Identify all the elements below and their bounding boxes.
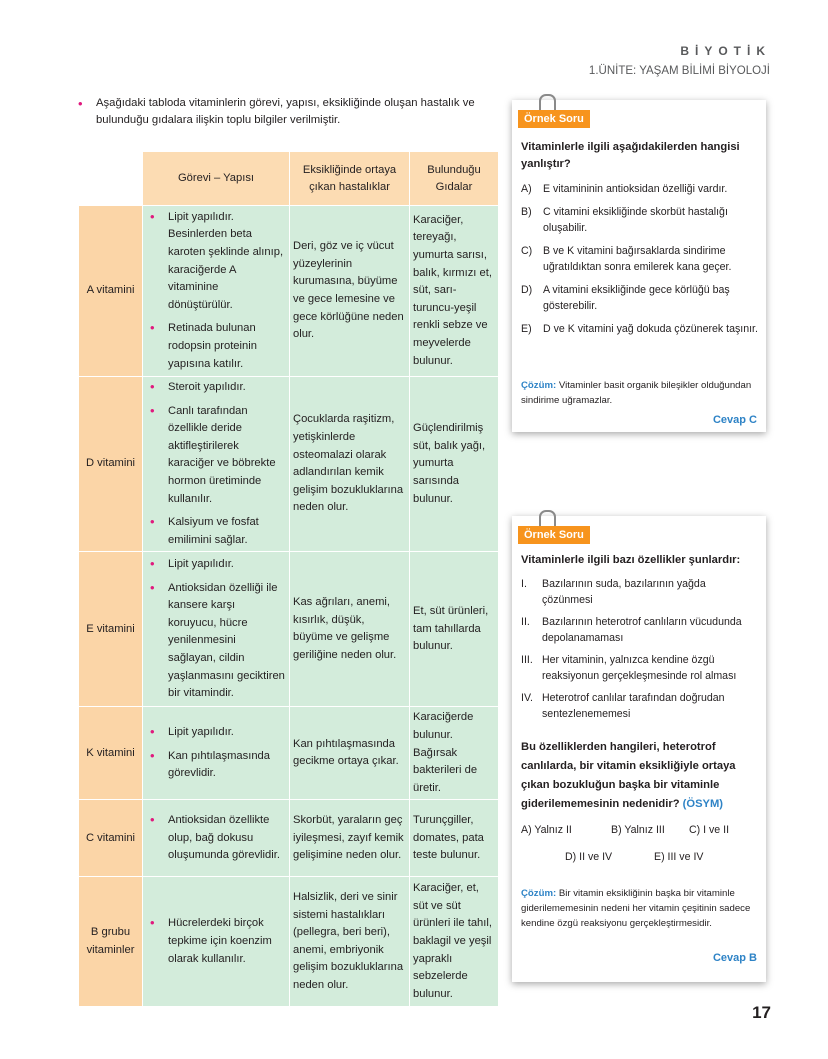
example-tag: Örnek Soru <box>518 110 590 128</box>
function-cell <box>143 552 290 707</box>
question2 <box>521 738 758 814</box>
choice: C) I ve II <box>689 824 730 836</box>
options-list <box>521 181 758 344</box>
statement-text: Bazılarının heterotrof canlıların vücudunda depolanamaması <box>542 616 742 644</box>
table-row <box>79 877 499 1007</box>
table-row <box>79 377 499 552</box>
function-cell <box>143 377 290 552</box>
vitamin-table <box>78 151 499 1007</box>
choice: E) III ve IV <box>654 851 704 863</box>
foods-cell: Güçlendirilmiş süt, balık yağı, yumurta sarısında bulunur. <box>410 377 499 552</box>
option-key: B) <box>521 206 532 218</box>
unit-title: 1.ÜNİTE: YAŞAM BİLİMİ BİYOLOJİ <box>588 65 770 77</box>
table-row <box>79 707 499 800</box>
intro-paragraph <box>78 95 503 129</box>
deficiency-cell: Kas ağrıları, anemi, kısırlık, düşük, büyüme ve gelişme geriliğine neden olur. <box>290 552 410 707</box>
intro-text: Aşağıdaki tabloda vitaminlerin görevi, yapısı, eksikliğinde oluşan hastalık ve bulunduğu gıdalara ilişkin toplu bilgiler verilmiştir. <box>96 97 475 126</box>
statement-list <box>521 576 758 728</box>
solution <box>521 378 758 408</box>
option-text: C vitamini eksikliğinde skorbüt hastalığı oluşabilir. <box>543 206 728 234</box>
option-text: A vitamini eksikliğinde gece körlüğü baş gösterebilir. <box>543 284 730 312</box>
vitamin-name: K vitamini <box>79 707 143 800</box>
function-item: • Lipit yapılıdır. Besinlerden beta karoten şeklinde alınıp, karaciğerde A vitaminine dönüştürülür. <box>147 209 286 315</box>
statement <box>521 690 758 722</box>
choice: D) II ve IV <box>565 851 613 863</box>
function-item: • Lipit yapılıdır. <box>147 724 286 742</box>
source-label: (ÖSYM) <box>682 798 724 810</box>
statement <box>521 652 758 684</box>
function-cell <box>143 206 290 377</box>
function-item: • Antioksidan özellikte olup, bağ dokusu oluşumunda görevlidir. <box>147 812 286 865</box>
function-cell <box>143 877 290 1007</box>
statement-key: III. <box>521 654 533 666</box>
statement-key: I. <box>521 578 527 590</box>
foods-cell: Karaciğer, et, süt ve süt ürünleri ile tahıl, baklagil ve yeşil yapraklı sebzelerde bulunur. <box>410 877 499 1007</box>
option-key: D) <box>521 284 533 296</box>
deficiency-cell: Deri, göz ve iç vücut yüzeylerinin kurumasına, büyüme ve gece lemesine ve gece körlüğüne neden olur. <box>290 206 410 377</box>
choice: A) Yalnız II <box>521 824 572 836</box>
function-item: • Lipit yapılıdır. <box>147 556 286 574</box>
example-tag: Örnek Soru <box>518 526 590 544</box>
col-header-deficiency: Eksikliğinde ortaya çıkan hastalıklar <box>290 152 410 206</box>
solution-text: Bir vitamin eksikliğinin başka bir vitaminle giderilememesinin nedeni her vitamin çeşitinin sadece kendine özgü reaksiyonu gerçekleştirmesidir. <box>521 888 751 929</box>
table-header-row <box>79 152 499 206</box>
function-item: • Kan pıhtılaşmasında görevlidir. <box>147 748 286 783</box>
solution-text: Vitaminler basit organik bileşikler olduğundan sindirime uğramazlar. <box>521 380 752 406</box>
table-corner <box>79 152 143 206</box>
option-text: D ve K vitamini yağ dokuda çözünerek taşınır. <box>543 323 758 335</box>
option <box>521 204 758 236</box>
example-question-card-1 <box>512 100 766 432</box>
vitamin-name: D vitamini <box>79 377 143 552</box>
answer: Cevap B <box>712 952 757 964</box>
col-header-foods: Bulunduğu Gıdalar <box>410 152 499 206</box>
foods-cell: Et, süt ürünleri, tam tahıllarda bulunur. <box>410 552 499 707</box>
table-row <box>79 206 499 377</box>
option <box>521 282 758 314</box>
statement <box>521 576 758 608</box>
function-item: • Steroit yapılıdır. <box>147 379 286 397</box>
question-text: Vitaminlerle ilgili bazı özellikler şunlardır: <box>521 554 741 566</box>
function-item: • Retinada bulunan rodopsin proteinin yapısına katılır. <box>147 320 286 373</box>
statement-text: Her vitaminin, yalnızca kendine özgü reaksiyonun gerçekleşmesinde rol alması <box>542 654 737 682</box>
bullet-icon: • <box>78 96 83 111</box>
function-item: • Antioksidan özelliği ile kansere karşı koruyucu, hücre yenilenmesini sağlayan, cildin yaşlanmasını geciktiren bir vitamindir. <box>147 580 286 703</box>
brand-title: BİYOTİK <box>680 44 771 58</box>
option <box>521 181 758 197</box>
statement-key: IV. <box>521 692 533 704</box>
foods-cell: Karaciğer, tereyağı, yumurta sarısı, balık, kırmızı et, süt, sarı-turuncu-yeşil renkli sebze ve meyvelerde bulunur. <box>410 206 499 377</box>
option <box>521 321 758 337</box>
vitamin-name: C vitamini <box>79 800 143 877</box>
deficiency-cell: Skorbüt, yaraların geç iyileşmesi, zayıf kemik gelişimine neden olur. <box>290 800 410 877</box>
deficiency-cell: Kan pıhtılaşmasında gecikme ortaya çıkar. <box>290 707 410 800</box>
solution <box>521 886 758 931</box>
function-cell <box>143 707 290 800</box>
option-text: B ve K vitamini bağırsaklarda sindirime uğratıldıktan sonra emilerek kana geçer. <box>543 245 732 273</box>
statement <box>521 614 758 646</box>
deficiency-cell: Halsizlik, deri ve sinir sistemi hastalıkları (pellegra, beri beri), anemi, embriyonik gelişim bozukluklarına neden olur. <box>290 877 410 1007</box>
solution-label: Çözüm: <box>521 888 557 899</box>
table-row <box>79 552 499 707</box>
statement-text: Heterotrof canlılar tarafından doğrudan sentezlenememesi <box>542 692 725 720</box>
foods-cell: Turunçgiller, domates, pata teste bulunur. <box>410 800 499 877</box>
option-key: C) <box>521 245 533 257</box>
foods-cell: Karaciğerde bulunur. Bağırsak bakterileri de üretir. <box>410 707 499 800</box>
option-key: A) <box>521 183 532 195</box>
function-item: • Canlı tarafından özellikle deride aktifleştirilerek karaciğer ve böbrekte hormon üretiminde kullanılır. <box>147 403 286 509</box>
function-item: • Hücrelerdeki birçok tepkime için koenzim olarak kullanılır. <box>147 915 286 968</box>
solution-label: Çözüm: <box>521 380 557 391</box>
question-text: Vitaminlerle ilgili aşağıdakilerden hangisi yanlıştır? <box>521 141 740 170</box>
vitamin-name: E vitamini <box>79 552 143 707</box>
vitamin-name: B grubu vitaminler <box>79 877 143 1007</box>
vitamin-name: A vitamini <box>79 206 143 377</box>
col-header-function: Görevi – Yapısı <box>143 152 290 206</box>
question2-text: Bu özelliklerden hangileri, heterotrof canlılarda, bir vitamin eksikliğiyle ortaya çıkan bozukluğun başka bir vitaminle giderilememesinin nedenidir? <box>521 741 736 810</box>
choice: B) Yalnız III <box>611 824 665 836</box>
deficiency-cell: Çocuklarda raşitizm, yetişkinlerde osteomalazi olarak adlandırılan kemik gelişim bozukluklarına neden olur. <box>290 377 410 552</box>
statement-text: Bazılarının suda, bazılarının yağda çözünmesi <box>542 578 706 606</box>
statement-key: II. <box>521 616 530 628</box>
page-number: 17 <box>752 1003 771 1022</box>
option <box>521 243 758 275</box>
function-item: • Kalsiyum ve fosfat emilimini sağlar. <box>147 514 286 549</box>
example-question-card-2 <box>512 516 766 982</box>
table-row <box>79 800 499 877</box>
option-key: E) <box>521 323 532 335</box>
option-text: E vitamininin antioksidan özelliği vardır. <box>543 183 728 195</box>
answer: Cevap C <box>712 414 757 426</box>
function-cell <box>143 800 290 877</box>
